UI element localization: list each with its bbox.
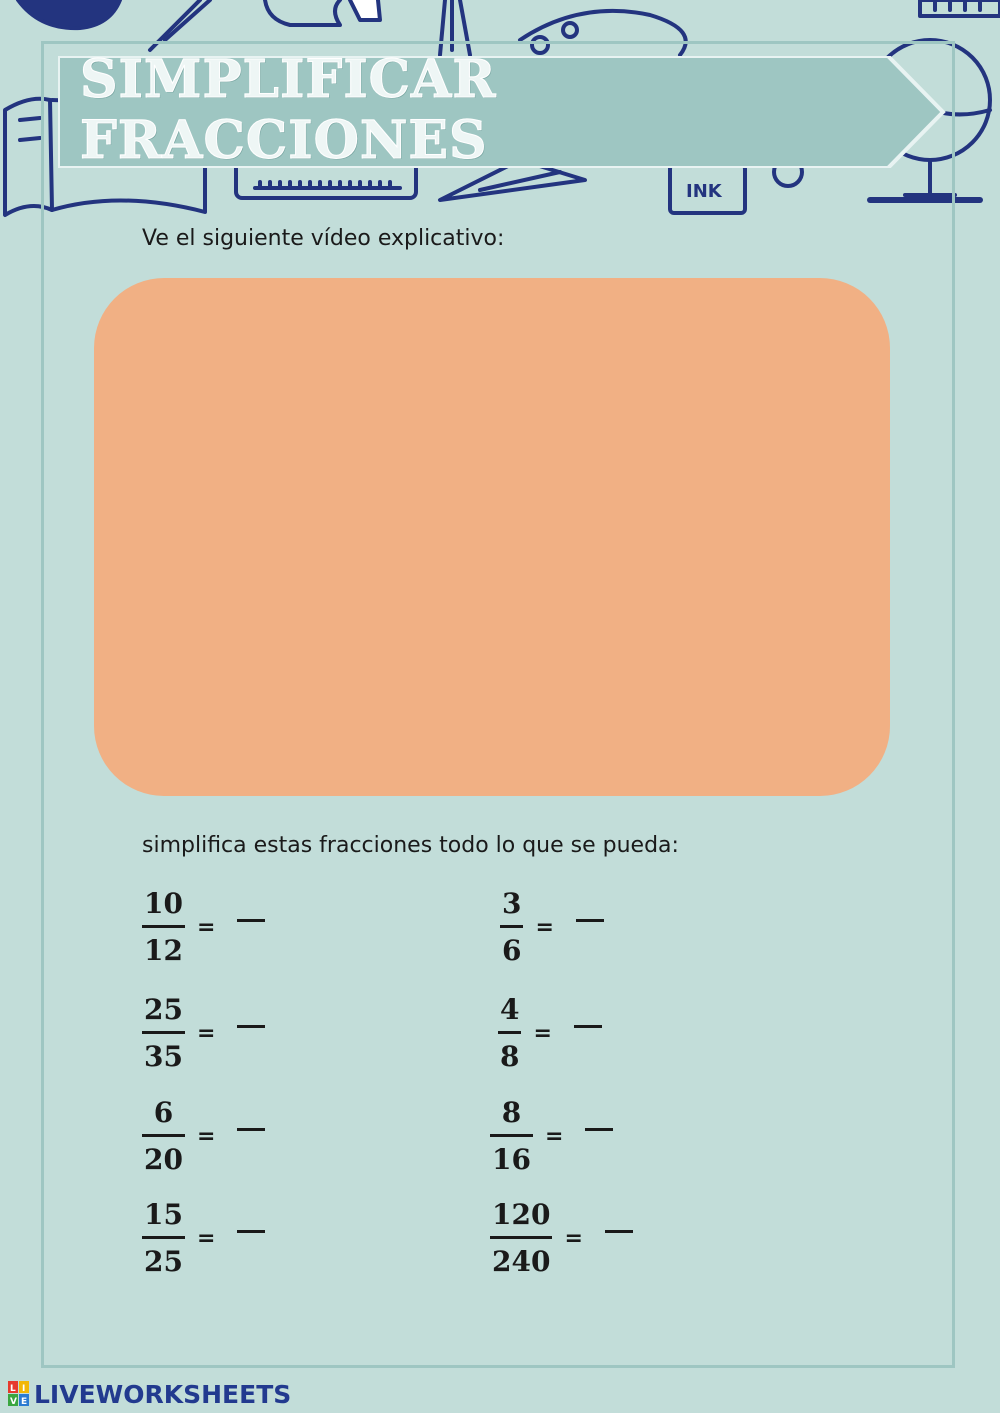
fractions-instruction: simplifica estas fracciones todo lo que se pueda:: [142, 833, 679, 858]
page-title: SIMPLIFICAR FRACCIONES: [80, 49, 497, 171]
flask-icon: [18, 0, 120, 28]
fraction: [490, 1198, 552, 1279]
ink-label: INK: [686, 181, 722, 202]
fraction-exercise: [490, 1096, 613, 1177]
fraction-exercise: [142, 1198, 265, 1279]
equals-sign: =: [196, 1124, 216, 1149]
fraction: [142, 887, 185, 968]
fraction: [500, 887, 523, 968]
fraction-exercise: [142, 887, 265, 968]
svg-text:V: V: [10, 1397, 17, 1407]
svg-text:L: L: [10, 1384, 16, 1394]
fraction-bar: [142, 925, 185, 928]
fraction-bar: [142, 1236, 185, 1239]
denominator: 35: [144, 1040, 183, 1073]
equals-sign: =: [544, 1124, 564, 1149]
answer-blank[interactable]: [237, 919, 265, 922]
fraction-bar: [142, 1031, 185, 1034]
liveworksheets-logo-icon: [8, 1381, 30, 1407]
fraction: [490, 1096, 533, 1177]
fraction: [142, 1096, 185, 1177]
fraction: [498, 993, 521, 1074]
answer-blank[interactable]: [585, 1128, 613, 1131]
answer-blank[interactable]: [574, 1025, 602, 1028]
numerator: 4: [500, 993, 520, 1026]
numerator: 120: [492, 1198, 551, 1231]
fraction-exercise: [490, 1198, 633, 1279]
numerator: 10: [144, 887, 183, 920]
calculator-icon: [920, 0, 1000, 16]
numerator: 3: [502, 887, 522, 920]
answer-blank[interactable]: [237, 1025, 265, 1028]
fraction-exercise: [142, 1096, 265, 1177]
answer-blank[interactable]: [576, 919, 604, 922]
equals-sign: =: [196, 1226, 216, 1251]
numerator: 25: [144, 993, 183, 1026]
numerator: 15: [144, 1198, 183, 1231]
brand-name: LIVEWORKSHEETS: [34, 1379, 292, 1409]
fraction-bar: [142, 1134, 185, 1137]
video-instruction: Ve el siguiente vídeo explicativo:: [142, 226, 505, 251]
fraction-bar: [490, 1236, 552, 1239]
equals-sign: =: [196, 915, 216, 940]
denominator: 240: [492, 1245, 551, 1278]
numerator: 6: [153, 1096, 174, 1129]
fraction-bar: [490, 1134, 533, 1137]
denominator: 20: [144, 1143, 183, 1176]
numerator: 8: [501, 1096, 522, 1129]
fraction-exercise: [142, 993, 265, 1074]
fraction-bar: [500, 925, 523, 928]
answer-blank[interactable]: [237, 1128, 265, 1131]
svg-text:I: I: [22, 1384, 26, 1394]
video-player-placeholder[interactable]: [94, 278, 890, 796]
fraction-exercise: [500, 887, 604, 968]
fraction: [142, 1198, 185, 1279]
svg-text:E: E: [21, 1397, 28, 1407]
fraction-bar: [498, 1031, 521, 1034]
answer-blank[interactable]: [237, 1230, 265, 1233]
denominator: 25: [144, 1245, 183, 1278]
liveworksheets-logo[interactable]: [8, 1380, 291, 1408]
answer-blank[interactable]: [605, 1230, 633, 1233]
equals-sign: =: [564, 1226, 583, 1251]
fraction-exercise: [498, 993, 602, 1074]
denominator: 8: [500, 1040, 520, 1073]
equals-sign: =: [535, 915, 554, 940]
denominator: 6: [502, 934, 522, 967]
equals-sign: =: [196, 1021, 216, 1046]
fraction: [142, 993, 185, 1074]
equals-sign: =: [533, 1021, 552, 1046]
denominator: 16: [492, 1143, 531, 1176]
denominator: 12: [144, 934, 183, 967]
